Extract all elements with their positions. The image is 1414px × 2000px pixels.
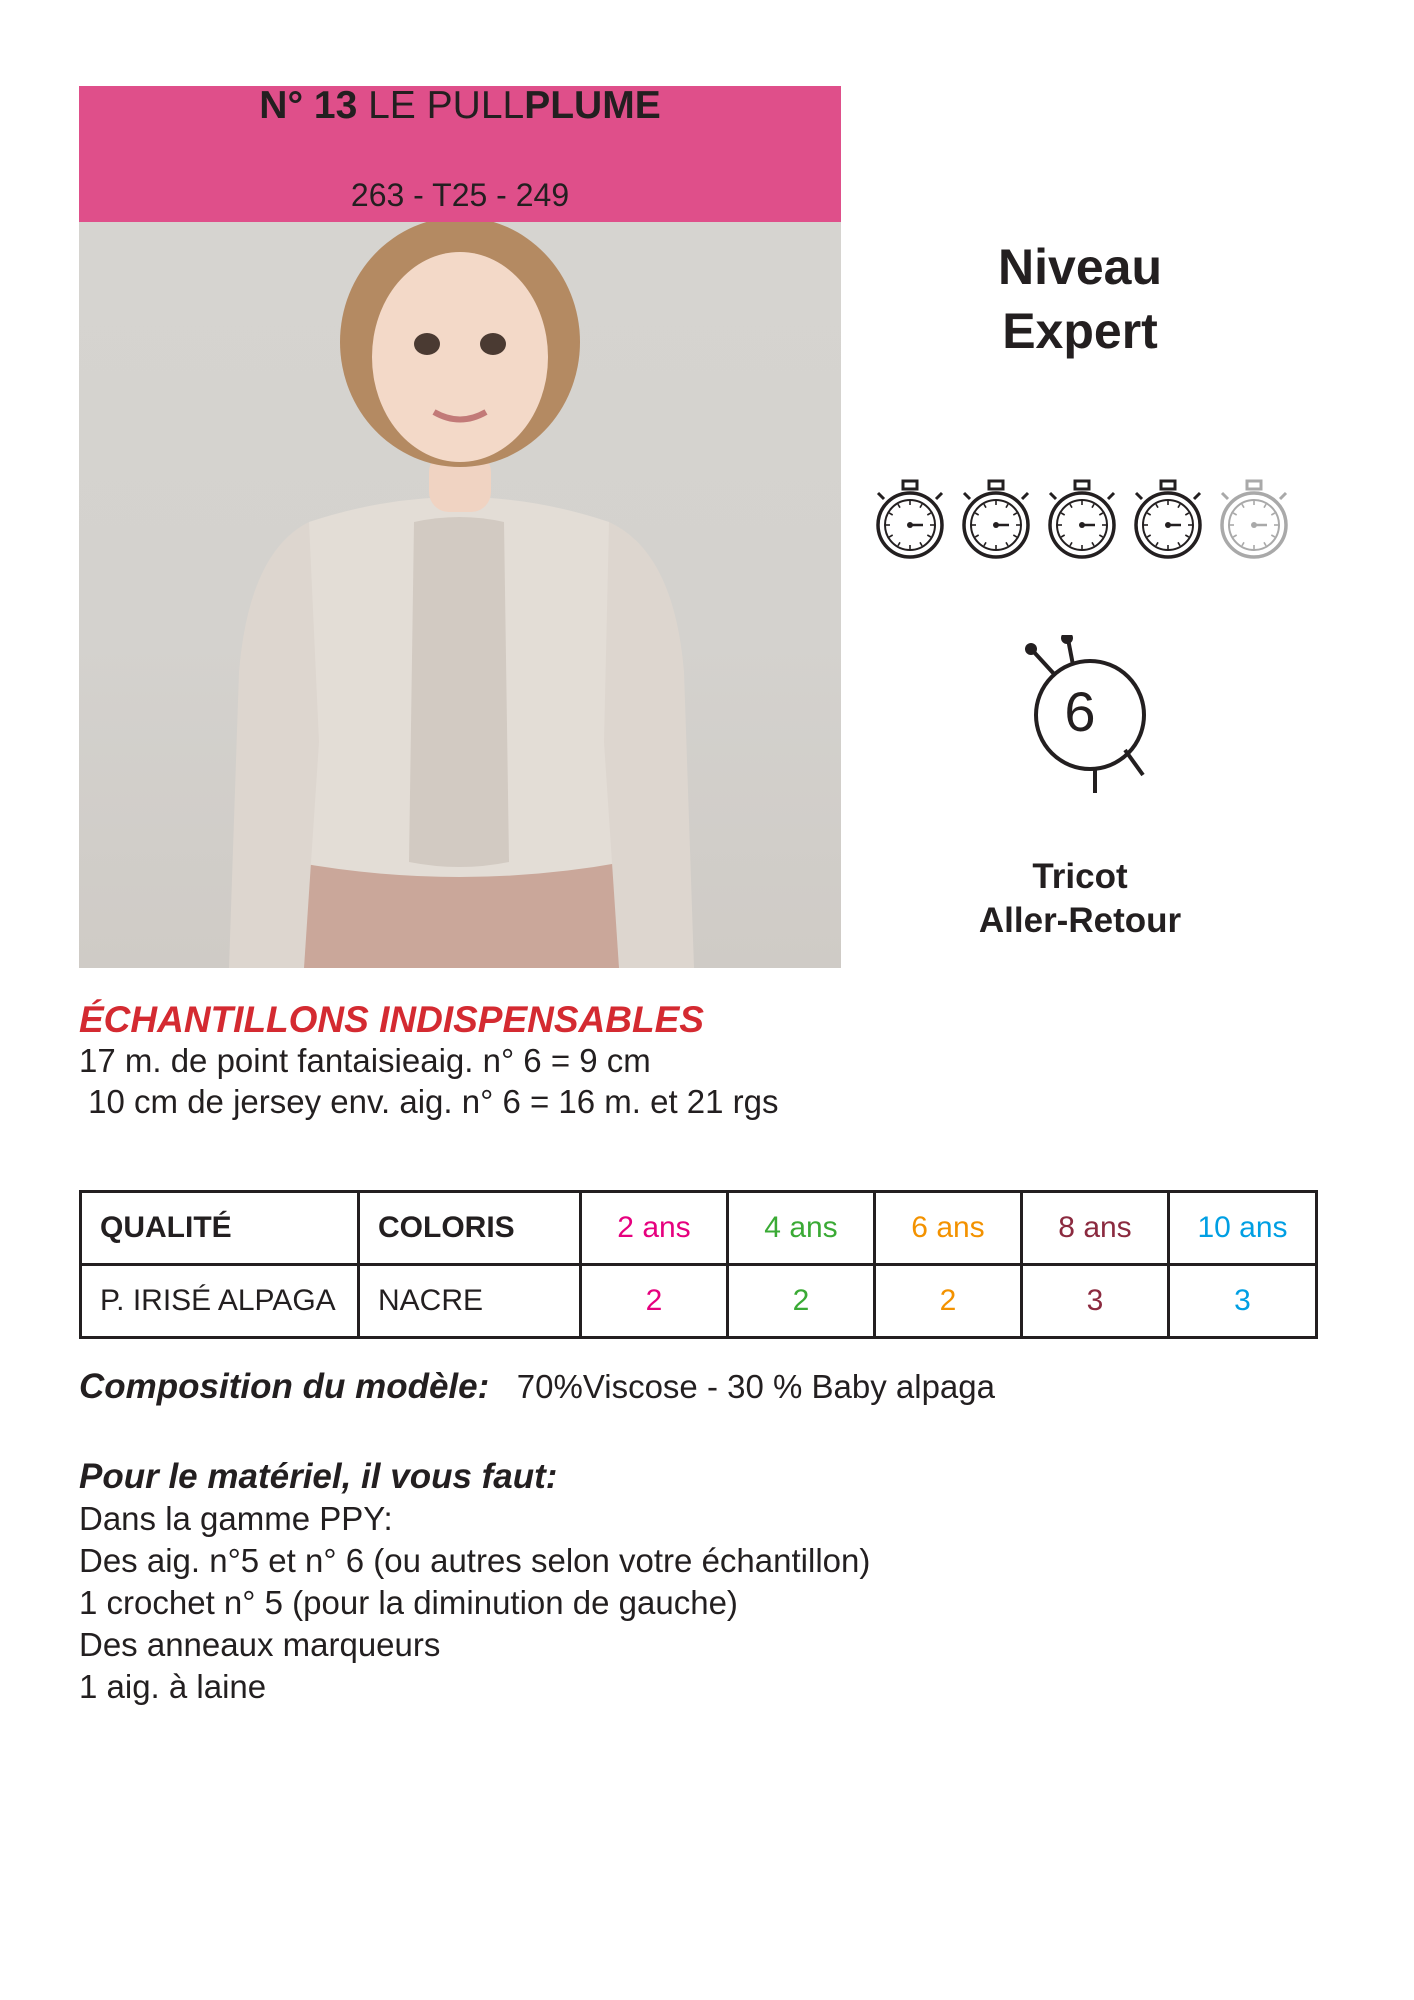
needle-size-number: 6 (1064, 680, 1096, 743)
sample-line-2: 10 cm de jersey env. aig. n° 6 = 16 m. et 21 rgs (79, 1083, 779, 1120)
pattern-number: N° 13 (259, 84, 358, 127)
material-item: Dans la gamme PPY: (79, 1500, 393, 1537)
table-header-size-4: 4 ans (728, 1192, 875, 1265)
table-header-size-2: 2 ans (581, 1192, 728, 1265)
table-header-size-8: 8 ans (1022, 1192, 1169, 1265)
level-value: Expert (1002, 303, 1158, 359)
table-cell-quality: P. IRISÉ ALPAGA (81, 1265, 359, 1338)
table-cell-size-8: 3 (1022, 1265, 1169, 1338)
timer-icon-empty (1222, 481, 1286, 557)
timer-icon-filled (964, 481, 1028, 557)
samples-heading: ÉCHANTILLONS INDISPENSABLES (79, 999, 704, 1040)
table-header-row (81, 1192, 1317, 1265)
composition-value: 70%Viscose - 30 % Baby alpaga (516, 1368, 995, 1405)
table-cell-size-2: 2 (581, 1265, 728, 1338)
title-banner (79, 86, 841, 222)
material-item: 1 crochet n° 5 (pour la diminution de gauche) (79, 1584, 738, 1621)
material-list (79, 1498, 870, 1708)
composition (79, 1366, 995, 1408)
timer-icon-filled (1050, 481, 1114, 557)
table-cell-size-4: 2 (728, 1265, 875, 1338)
technique (900, 855, 1260, 943)
yarn-table (79, 1190, 1318, 1339)
title-regular: LE PULL (368, 84, 525, 127)
table-header-quality: QUALITÉ (81, 1192, 359, 1265)
table-header-color: COLORIS (359, 1192, 581, 1265)
timer-icon-filled (878, 481, 942, 557)
pattern-refs: 263 - T25 - 249 (350, 177, 570, 213)
material-item: Des aig. n°5 et n° 6 (ou autres selon votre échantillon) (79, 1542, 871, 1579)
material-item: 1 aig. à laine (79, 1668, 267, 1705)
technique-line2: Aller-Retour (978, 901, 1182, 940)
table-header-size-10: 10 ans (1169, 1192, 1317, 1265)
timer-icon-filled (1136, 481, 1200, 557)
material-item: Des anneaux marqueurs (79, 1626, 441, 1663)
composition-label: Composition du modèle: (79, 1367, 490, 1406)
material-heading: Pour le matériel, il vous faut: (79, 1457, 558, 1496)
sample-line-1: 17 m. de point fantaisieaig. n° 6 = 9 cm (79, 1042, 651, 1079)
level-label: Niveau (998, 239, 1162, 295)
model-illustration (79, 222, 841, 968)
table-cell-size-6: 2 (875, 1265, 1022, 1338)
model-photo (79, 222, 841, 968)
table-cell-color: NACRE (359, 1265, 581, 1338)
difficulty-timers (872, 475, 1292, 565)
pattern-title (79, 86, 841, 126)
table-cell-size-10: 3 (1169, 1265, 1317, 1338)
technique-line1: Tricot (1032, 857, 1128, 896)
table-row (81, 1265, 1317, 1338)
difficulty-level (900, 235, 1260, 363)
title-bold: PLUME (524, 84, 661, 127)
table-header-size-6: 6 ans (875, 1192, 1022, 1265)
